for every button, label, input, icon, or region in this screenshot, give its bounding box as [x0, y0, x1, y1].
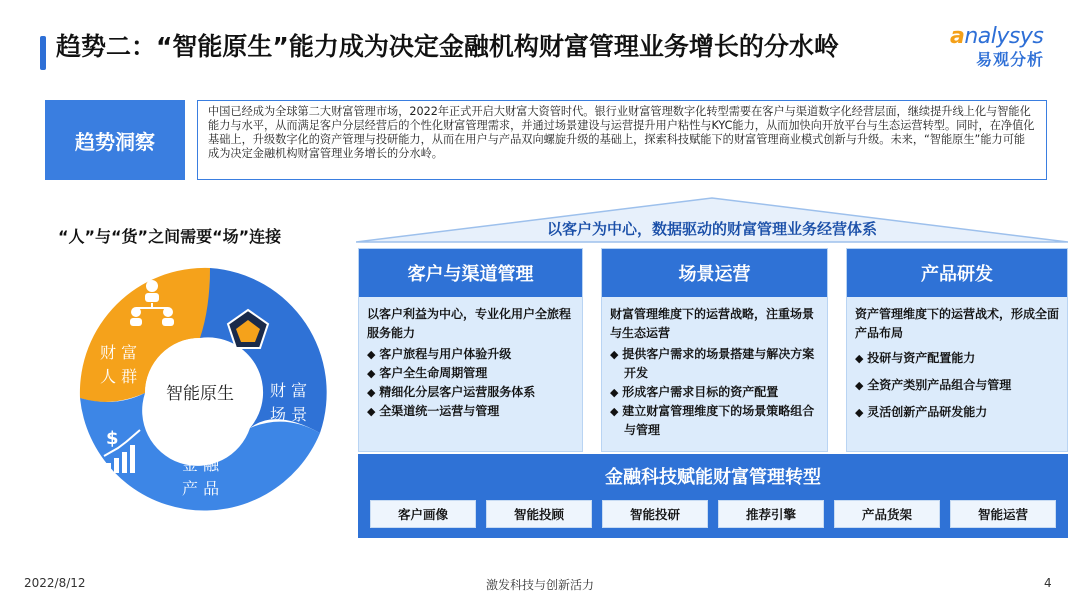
page-title: 趋势二：“智能原生”能力成为决定金融机构财富管理业务增长的分水岭	[56, 32, 839, 61]
column-head: 客户与渠道管理	[359, 249, 582, 297]
scene-label-2: 场 景	[270, 405, 308, 424]
list-item: ◆ 提供客户需求的场景搭建与解决方案开发	[610, 345, 819, 383]
column-head: 产品研发	[847, 249, 1067, 297]
list-item: ◆ 客户旅程与用户体验升级	[367, 345, 574, 364]
column-list	[367, 345, 574, 421]
fintech-title: 金融科技赋能财富管理转型	[605, 467, 821, 488]
column-lead: 以客户利益为中心，专业化用户全旅程服务能力	[367, 307, 572, 340]
list-item: ◆ 全资产类别产品组合与管理	[855, 372, 1059, 399]
column-lead: 资产管理维度下的运营战术，形成全面产品布局	[855, 307, 1060, 340]
column-body	[602, 297, 827, 448]
column-list	[610, 345, 819, 440]
chip-robo-advisor: 智能投顾	[486, 500, 592, 528]
product-label-1: 金 融	[182, 455, 220, 474]
cycle-subtitle: “人”与“货”之间需要“场”连接	[58, 227, 282, 246]
people-label-1: 财 富	[100, 343, 138, 362]
footer-date: 2022/8/12	[24, 576, 86, 590]
list-item: ◆ 形成客户需求目标的资产配置	[610, 383, 819, 402]
footer-slogan: 激发科技与创新活力	[485, 578, 594, 592]
fintech-foundation	[358, 454, 1068, 538]
column-body	[359, 297, 582, 429]
column-head: 场景运营	[602, 249, 827, 297]
insight-text: 中国已经成为全球第二大财富管理市场，2022年正式开启大财富大资管时代。银行业财富管理数字化转型需要在客户与渠道数字化经营层面，继续提升线上化与智能化能力与水平，从而满足客户分层经营后的个性化财富管理需求，并通过场景建设与运营提升用户粘性与KYC能力，从而加快向开放平台与生态运营转型。同时，在净值化基础上，升级数字化的资产管理与投研能力，从而在用户与产品双向螺旋升级的基础上，探索科技赋能下的财富管理商业模式创新与升级。未来，“智能原生”能力可能成为决定金融机构财富管理业务增长的分水岭。	[197, 100, 1047, 180]
list-item: ◆ 客户全生命周期管理	[367, 364, 574, 383]
page-number: 4	[1044, 576, 1052, 590]
title-accent-bar	[40, 36, 46, 70]
chip-product-shelf: 产品货架	[834, 500, 940, 528]
svg-text:$: $	[106, 428, 119, 449]
list-item: ◆ 灵活创新产品研发能力	[855, 399, 1059, 426]
logo-english	[950, 24, 1060, 49]
list-item: ◆ 投研与资产配置能力	[855, 345, 1059, 372]
insight-label: 趋势洞察	[45, 100, 185, 180]
analysys-logo	[950, 24, 1060, 82]
list-item: ◆ 全渠道统一运营与管理	[367, 402, 574, 421]
column-scene-operation	[601, 248, 828, 452]
product-label-2: 产 品	[182, 479, 220, 498]
column-customer-channel	[358, 248, 583, 452]
cycle-center-label: 智能原生	[166, 384, 234, 404]
list-item: ◆ 精细化分层客户运营服务体系	[367, 383, 574, 402]
people-label-2: 人 群	[100, 367, 138, 386]
fintech-chips	[370, 500, 1056, 528]
system-title: 以客户为中心，数据驱动的财富管理业务经营体系	[546, 220, 877, 238]
list-item: ◆ 建立财富管理维度下的场景策略组合与管理	[610, 402, 819, 440]
scene-label-1: 财 富	[270, 381, 308, 400]
column-product-rnd	[846, 248, 1068, 452]
logo-chinese: 易观分析	[976, 50, 1045, 69]
column-body	[847, 297, 1067, 434]
chip-recommendation-engine: 推荐引擎	[718, 500, 824, 528]
chip-smart-operation: 智能运营	[950, 500, 1056, 528]
column-lead: 财富管理维度下的运营战略，注重场景与生态运营	[610, 307, 815, 340]
column-list	[855, 345, 1059, 426]
logo-english-rest: nalysys	[964, 24, 1044, 49]
logo-initial: a	[950, 24, 965, 49]
cycle-diagram	[60, 258, 350, 518]
chip-smart-research: 智能投研	[602, 500, 708, 528]
chip-customer-portrait: 客户画像	[370, 500, 476, 528]
